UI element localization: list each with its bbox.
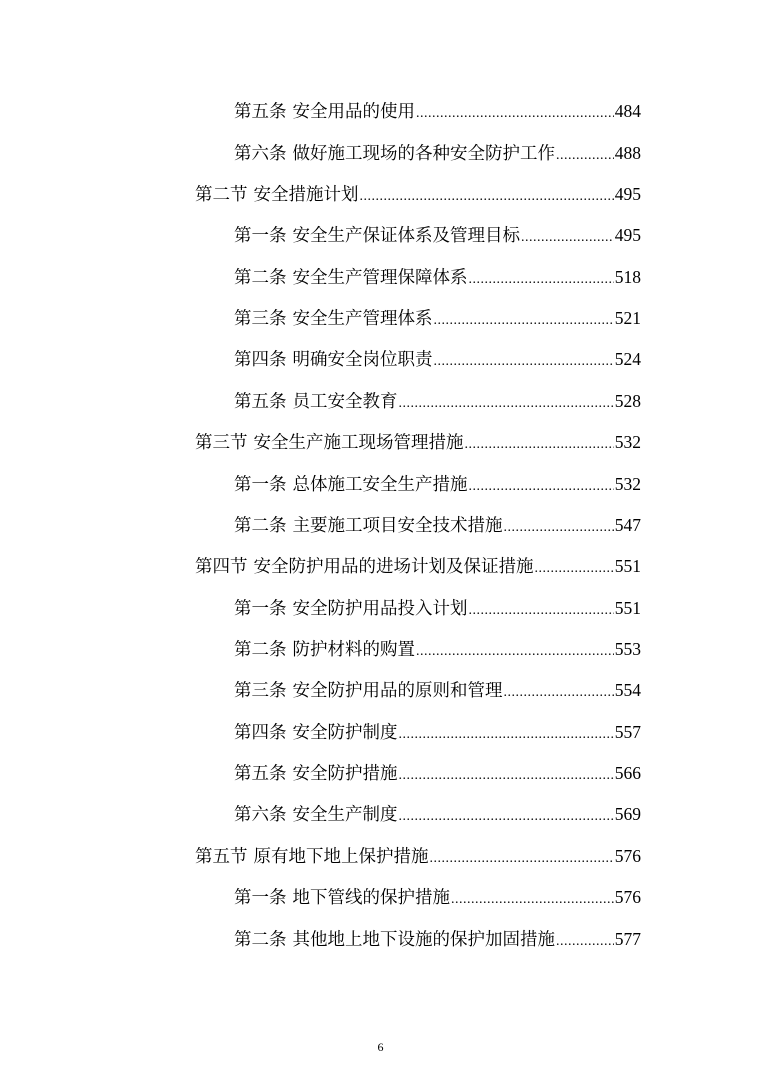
toc-entry-title: 做好施工现场的各种安全防护工作 [292,144,555,164]
toc-entry-page: 518 [614,267,641,287]
dot-leader [434,347,614,377]
toc-entry-page: 566 [614,763,641,783]
dot-leader [399,389,614,419]
toc-entry-page: 569 [614,804,641,824]
toc-entry-page: 495 [614,225,641,245]
toc-entry-number: 第一条 [234,888,287,908]
dot-leader [360,182,614,212]
toc-entry-title: 安全防护用品的进场计划及保证措施 [253,557,534,577]
toc-entry[interactable] [234,634,641,664]
toc-entry-page: 524 [614,349,641,369]
toc-entry-number: 第三节 [195,433,248,453]
toc-entry[interactable] [234,262,641,292]
toc-entry-number: 第五条 [234,764,287,784]
toc-entry-number: 第二条 [234,268,287,288]
toc-entry-number: 第三条 [234,681,287,701]
toc-entry-number: 第四节 [195,557,248,577]
toc-entry[interactable] [195,179,641,209]
toc-entry[interactable] [234,510,641,540]
toc-entry[interactable] [195,841,641,871]
toc-entry[interactable] [234,220,641,250]
toc-entry-title: 安全生产施工现场管理措施 [253,433,464,453]
dot-leader [469,265,614,295]
toc-entry-title: 安全生产管理体系 [292,309,433,329]
toc-entry-title: 防护材料的购置 [292,640,415,660]
toc-entry-page: 576 [614,887,641,907]
toc-entry-number: 第六条 [234,144,287,164]
toc-entry-number: 第五条 [234,102,287,122]
toc-entry[interactable] [234,593,641,623]
dot-leader [469,596,614,626]
toc-entry-title: 员工安全教育 [292,392,398,412]
toc-entry[interactable] [234,138,641,168]
toc-entry-number: 第二节 [195,185,248,205]
toc-entry[interactable] [234,717,641,747]
toc-entry-number: 第二条 [234,516,287,536]
toc-entry-title: 安全防护用品的原则和管理 [292,681,503,701]
toc-entry[interactable] [234,303,641,333]
toc-entry-page: 554 [614,680,641,700]
dot-leader [504,678,614,708]
toc-entry[interactable] [195,551,641,581]
toc-entry[interactable] [234,386,641,416]
dot-leader [535,554,614,584]
toc-entry-page: 551 [614,556,641,576]
toc-entry-title: 安全生产制度 [292,805,398,825]
toc-entry[interactable] [234,344,641,374]
toc-entry-title: 安全措施计划 [253,185,359,205]
toc-entry-page: 495 [614,184,641,204]
toc-entry-title: 安全防护用品投入计划 [292,599,468,619]
toc-entry-title: 安全防护制度 [292,723,398,743]
toc-entry-title: 安全防护措施 [292,764,398,784]
toc-entry-number: 第一条 [234,475,287,495]
toc-entry-page: 488 [614,143,641,163]
dot-leader [556,927,614,957]
toc-entry-page: 521 [614,308,641,328]
toc-entry-title: 明确安全岗位职责 [292,350,433,370]
toc-entry-number: 第四条 [234,723,287,743]
toc-entry-page: 577 [614,929,641,949]
toc-entry-title: 安全用品的使用 [292,102,415,122]
dot-leader [399,802,614,832]
toc-entry-number: 第一条 [234,226,287,246]
toc-entry-title: 原有地下地上保护措施 [253,847,429,867]
toc-entry[interactable] [234,882,641,912]
dot-leader [469,472,614,502]
page-number: 6 [377,1040,384,1054]
toc-entry[interactable] [234,924,641,954]
toc-entry-title: 其他地上地下设施的保护加固措施 [292,930,555,950]
toc-entry-title: 主要施工项目安全技术措施 [292,516,503,536]
toc-entry-title: 地下管线的保护措施 [292,888,450,908]
dot-leader [465,430,614,460]
dot-leader [556,141,614,171]
dot-leader [434,306,614,336]
toc-entry-number: 第二条 [234,930,287,950]
toc-entry-page: 532 [614,432,641,452]
dot-leader [451,885,614,915]
dot-leader [416,637,614,667]
toc-entry[interactable] [234,469,641,499]
toc-entry-title: 总体施工安全生产措施 [292,475,468,495]
toc-entry[interactable] [234,799,641,829]
toc-entry[interactable] [234,96,641,126]
toc-entry[interactable] [195,427,641,457]
toc-entry-page: 528 [614,391,641,411]
toc-entry-page: 532 [614,474,641,494]
toc-entry-title: 安全生产保证体系及管理目标 [292,226,520,246]
toc-entry-number: 第四条 [234,350,287,370]
toc-entry-page: 557 [614,722,641,742]
dot-leader [399,761,614,791]
toc-entry[interactable] [234,758,641,788]
toc-entry-number: 第六条 [234,805,287,825]
dot-leader [504,513,614,543]
toc-entry-number: 第五条 [234,392,287,412]
toc-entry-page: 551 [614,598,641,618]
dot-leader [399,720,614,750]
dot-leader [430,844,614,874]
toc-entry[interactable] [234,675,641,705]
toc-entry-number: 第一条 [234,599,287,619]
dot-leader [521,223,614,253]
toc-entry-page: 484 [614,101,641,121]
toc-entry-number: 第二条 [234,640,287,660]
toc-entry-page: 553 [614,639,641,659]
toc-entry-number: 第五节 [195,847,248,867]
toc-entry-number: 第三条 [234,309,287,329]
toc-entry-title: 安全生产管理保障体系 [292,268,468,288]
toc-entry-page: 547 [614,515,641,535]
dot-leader [416,99,614,129]
toc-entry-page: 576 [614,846,641,866]
